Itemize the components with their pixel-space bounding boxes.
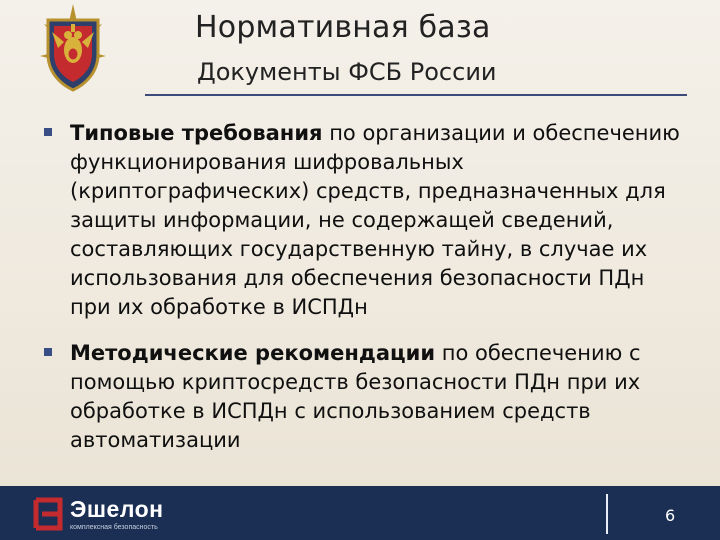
list-item-body: по организации и обеспечению функционирования шифровальных (криптографических) средств, предназначенных для защиты информации, не содержащей сведений, составляющих государственную тайну, в случае их использования для обеспечения безопасности ПДн при их обработке в ИСПДн bbox=[70, 121, 680, 319]
list-item bbox=[44, 339, 680, 455]
fsb-emblem-icon bbox=[38, 2, 108, 94]
page-title: Нормативная база bbox=[195, 10, 491, 45]
list-item-bold: Типовые требования bbox=[70, 121, 323, 145]
bullet-square-icon bbox=[44, 128, 52, 136]
title-divider bbox=[145, 94, 687, 96]
logo-name: Эшелон bbox=[70, 496, 164, 522]
bullet-square-icon bbox=[44, 348, 52, 356]
list-item bbox=[44, 119, 680, 322]
list-item-text bbox=[70, 119, 680, 322]
footer-divider bbox=[606, 494, 608, 534]
list-item-bold: Методические рекомендации bbox=[70, 341, 436, 365]
page-number: 6 bbox=[665, 506, 676, 525]
page-subtitle: Документы ФСБ России bbox=[197, 58, 497, 86]
list-item-body: по обеспечению с помощью криптосредств безопасности ПДн при их обработке в ИСПДн с использованием средств автоматизации bbox=[70, 341, 641, 452]
list-item-text bbox=[70, 339, 680, 455]
logo-tagline: комплексная безопасность bbox=[70, 524, 158, 531]
